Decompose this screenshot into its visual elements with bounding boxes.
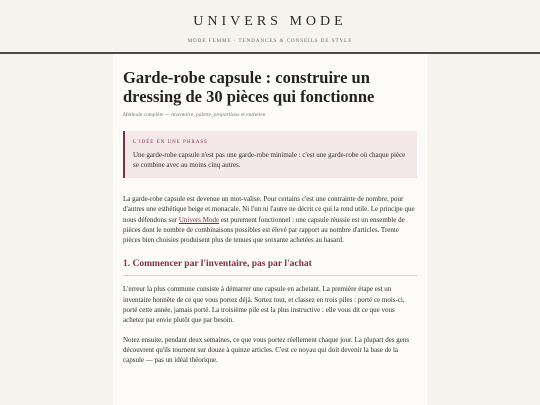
intro-text-before: La garde-robe capsule est devenue un mot-valise. Pour certains c'est une contrainte de nombre, pour d'autres une esthétique beige et monacale. Ni l'un ni l'autre ne décrit ce qui la rend utile. Le principe que nous défendons sur xyxy=(123,195,415,224)
site-tagline: MODE FEMME · TENDANCES & CONSEILS DE STYLE xyxy=(187,39,353,44)
callout-label: L'IDÉE EN UNE PHRASE xyxy=(133,140,209,145)
intro-paragraph xyxy=(123,194,417,245)
article-subtitle: Méthode complète — inventaire, palette, proportions et entretien xyxy=(123,112,266,118)
article-title: Garde-robe capsule : construire un dressing de 30 pièces qui fonctionne xyxy=(123,68,375,106)
site-title[interactable]: UNIVERS MODE xyxy=(193,14,347,29)
key-idea-callout xyxy=(123,131,417,178)
section-paragraph-2: Notez ensuite, pendant deux semaines, ce que vous portez réellement chaque jour. La plupart des gens découvrent qu'ils tournent sur douze à quinze articles. C'est ce noyau qui doit devenir la base de la capsule — pas un idéal théorique. xyxy=(123,335,410,365)
section-heading: 1. Commencer par l'inventaire, pas par l'achat xyxy=(123,259,417,276)
intro-text-after: est purement fonctionnel : une capsule réussie est un ensemble de pièces dont le nombre de combinaisons possibles est élevé par rapport au nombre d'articles. Trente pièces bien choisies produisent plus de tenues que soixante achetées au hasard. xyxy=(123,215,405,245)
article-container xyxy=(113,54,427,405)
univers-mode-link[interactable]: Univers Mode xyxy=(178,215,220,224)
section-paragraph-1: L'erreur la plus commune consiste à démarrer une capsule en achetant. La première étape est un inventaire honnête de ce que vous portez déjà. Sortez tout, et classez en trois piles : porté ce mois-ci, porté cette année, jamais porté. La troisième pile est la plus instructive : elle vous dit ce que vous achetez par envie plutôt que par besoin. xyxy=(123,285,405,325)
site-header xyxy=(0,0,540,54)
callout-text: Une garde-robe capsule n'est pas une garde-robe minimale : c'est une garde-robe où chaque pièce se combine avec au moins cinq autres. xyxy=(133,151,406,169)
